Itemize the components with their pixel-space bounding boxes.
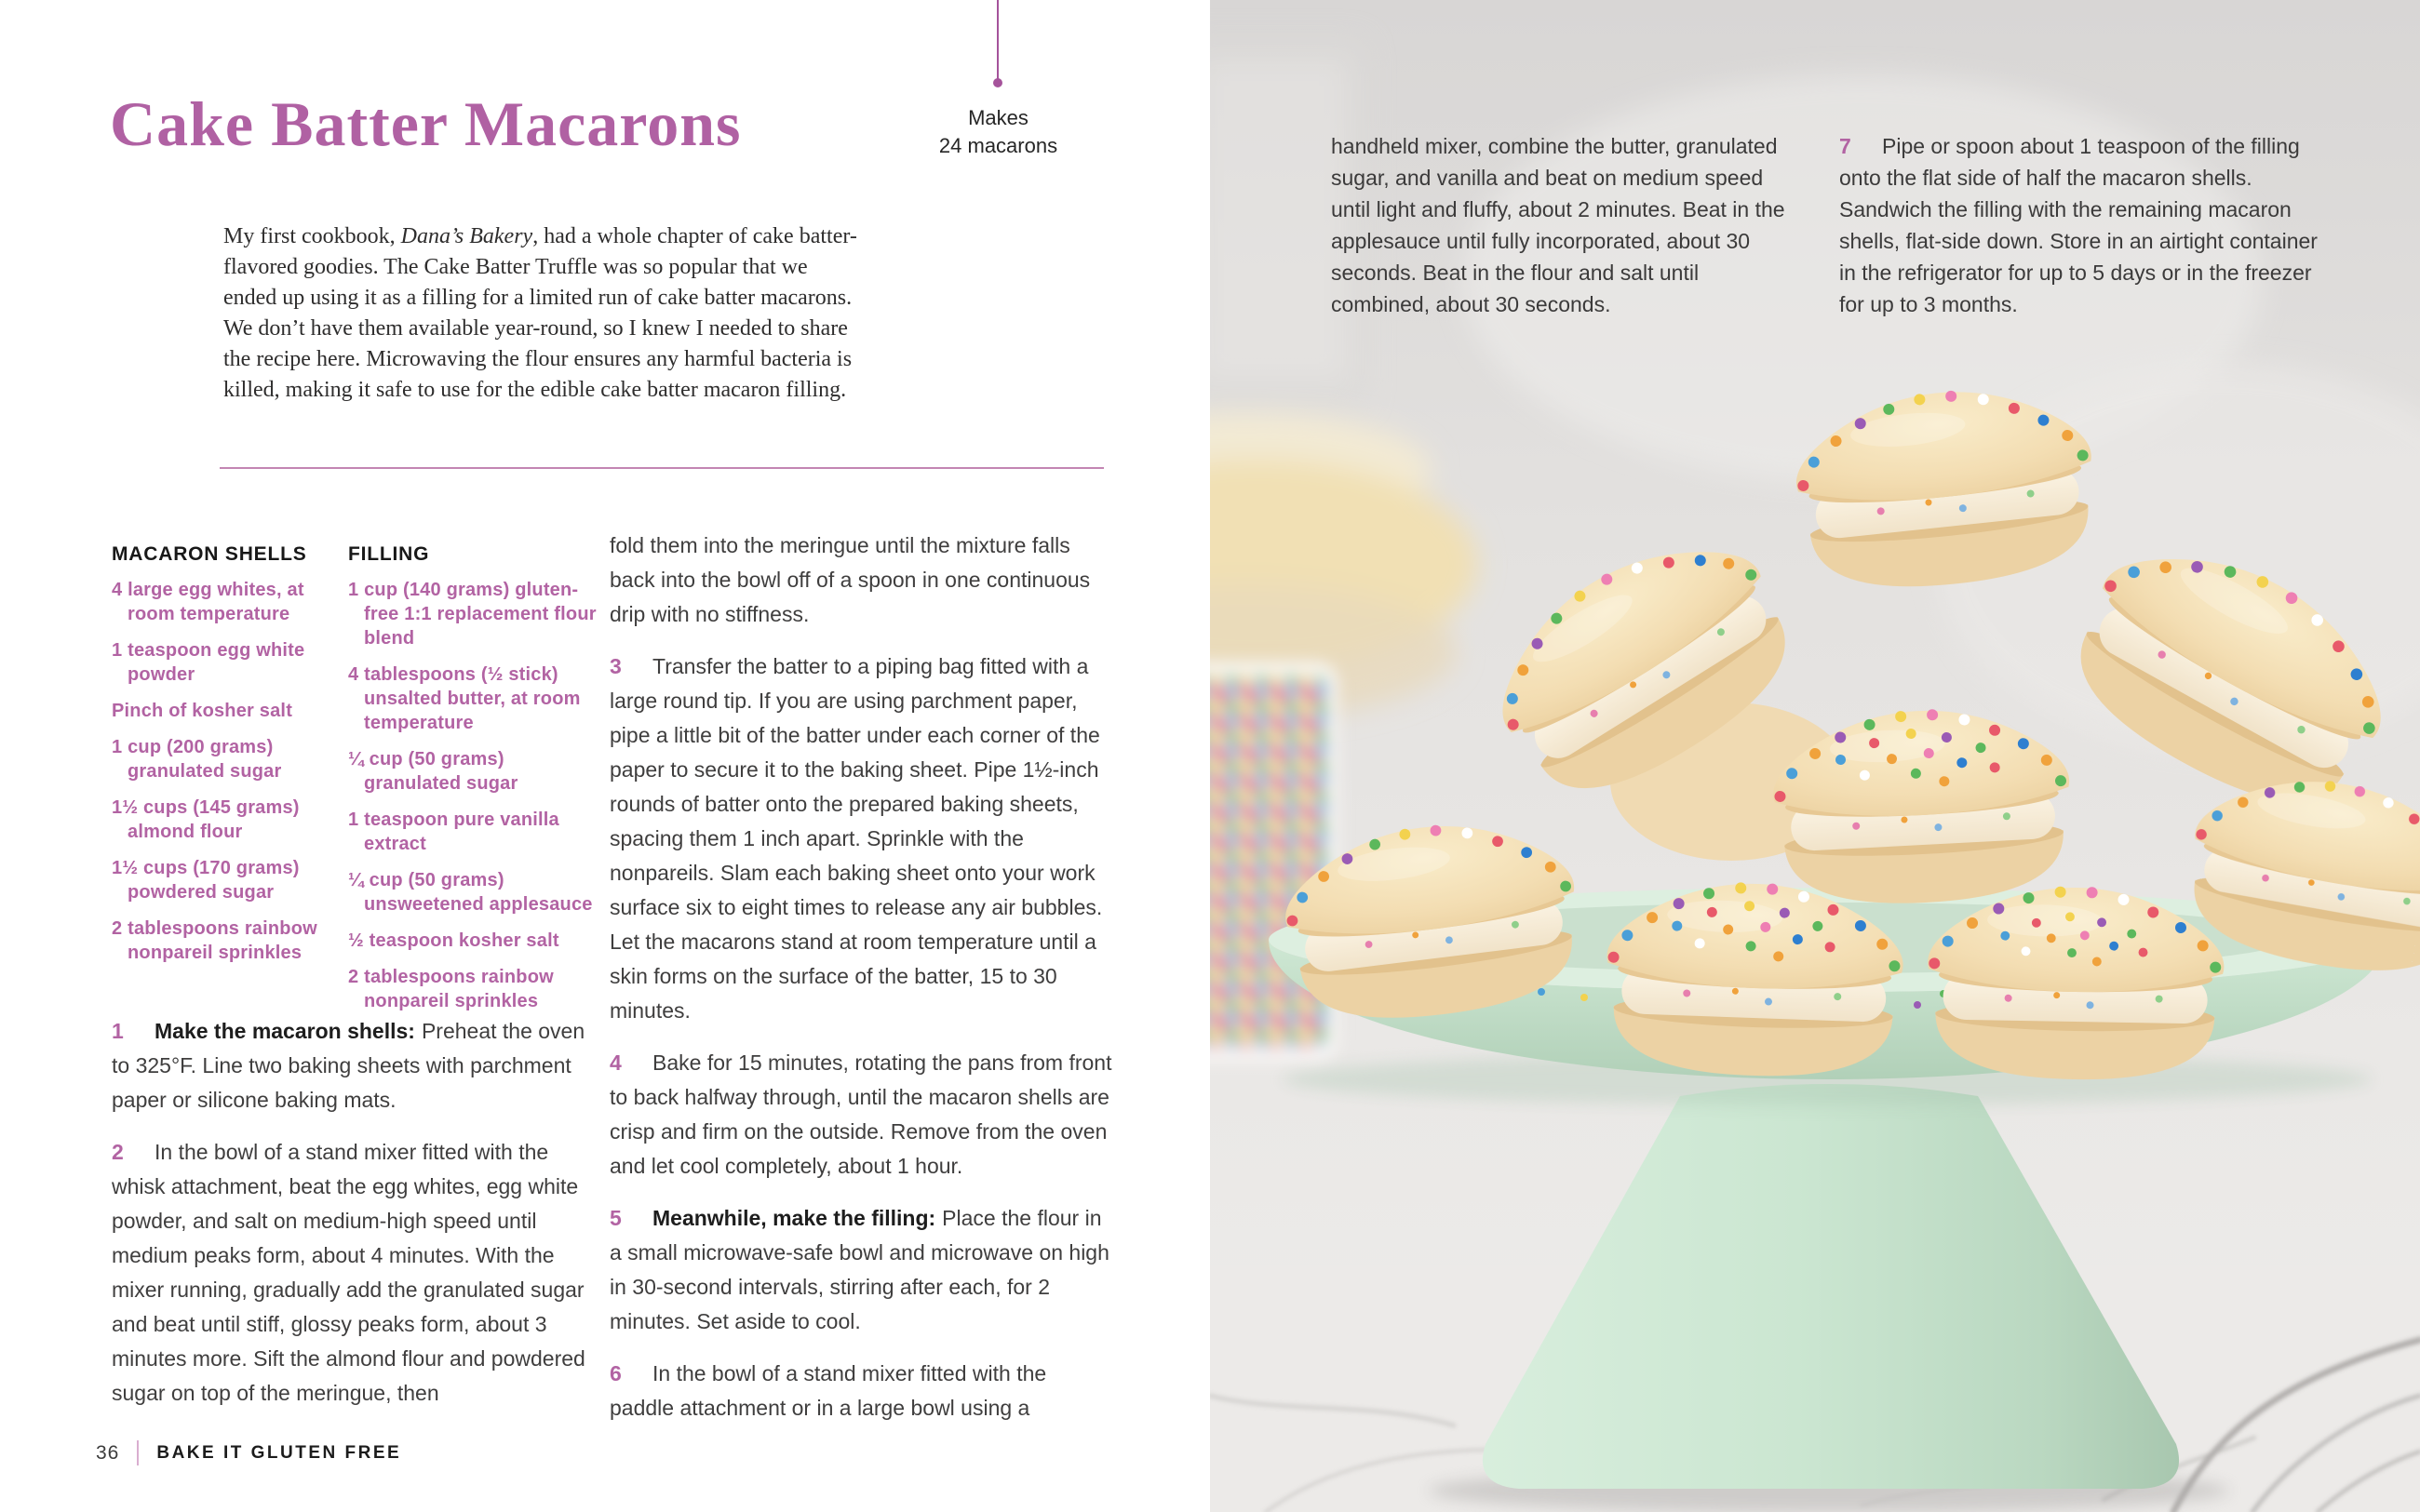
ingredient-item: 1½ cups (145 grams) almond flour [112,797,300,842]
intro-text-1: My first cookbook, [223,224,401,248]
step-number: 7 [1839,134,1851,158]
ingredient-item: 2 tablespoons rainbow nonpareil sprinkles [348,967,554,1011]
ingredient-item: 2 tablespoons rainbow nonpareil sprinkles [112,918,317,963]
ingredient-item: 1 teaspoon pure vanilla extract [348,810,559,854]
footer-divider [137,1440,139,1465]
ingredient-item: ¼ cup (50 grams) unsweetened applesauce [348,870,593,915]
ingredient-item: 4 large egg whites, at room temperature [112,580,304,624]
step-4 [610,1046,1112,1184]
page-number: 36 [96,1441,120,1464]
ingredient-item: 1½ cups (170 grams) powdered sugar [112,858,300,903]
ingredient-item: ¼ cup (50 grams) granulated sugar [348,749,518,794]
ingredients-filling [348,542,605,1025]
ingredients-filling-list [348,578,605,1013]
step-body: Bake for 15 minutes, rotating the pans from front to back halfway through, until the macaron shells are crisp and firm on the outside. Remove from the oven and let cool completely, about 1 hour. [610,1050,1112,1178]
ingredient-item: ½ teaspoon kosher salt [348,930,559,951]
steps-column-photo-right [1839,130,2319,320]
step-6-continued: handheld mixer, combine the butter, granulated sugar, and vanilla and beat on medium speed until light and fluffy, about 2 minutes. Beat in the applesauce until fully incorporated, about 30 seconds. Beat in the flour and salt until combined, about 30 seconds. [1331,134,1785,316]
ingredient-item: Pinch of kosher salt [112,701,293,721]
steps-column-photo-left [1331,130,1796,320]
step-number: 5 [610,1206,622,1230]
step-2 [112,1135,588,1411]
book-title: BAKE IT GLUTEN FREE [156,1442,402,1463]
step-number: 6 [610,1361,622,1385]
ingredient-item: 1 cup (200 grams) granulated sugar [112,737,282,782]
steps-column-middle [610,529,1112,1443]
step-number: 4 [610,1050,622,1075]
ingredients-filling-heading: FILLING [348,543,430,565]
step-2-continued: fold them into the meringue until the mixture falls back into the bowl off of a spoon in one continuous drip with no stiffness. [610,533,1091,626]
yield-makes: Makes [968,106,1028,129]
step-6 [610,1357,1112,1425]
step-5 [610,1201,1112,1339]
step-label: Make the macaron shells: [155,1019,415,1043]
yield-marker-dot [993,78,1002,87]
intro-text-2: , had a whole chapter of cake batter-flavored goodies. The Cake Batter Truffle was so popular that we ended up using it as a filling for a limited run of cake batter macarons. We don’t have them available year-round, so I knew I needed to share the recipe here. Microwaving the flour ensures any harmful bacteria is killed, making it safe to use for the edible cake batter macaron filling. [223,224,857,402]
step-label: Meanwhile, make the filling: [652,1206,936,1230]
recipe-title: Cake Batter Macarons [110,88,742,159]
ingredients-shells [112,542,343,977]
page-footer [96,1440,401,1465]
step-number: 1 [112,1019,124,1043]
step-body: In the bowl of a stand mixer fitted with the paddle attachment or in a large bowl using a [610,1361,1047,1420]
step-3 [610,649,1112,1028]
ingredients-shells-heading: MACARON SHELLS [112,543,307,565]
ingredient-item: 1 teaspoon egg white powder [112,640,305,685]
intro-paragraph [223,221,866,406]
step-body: Preheat the oven to 325°F. Line two baking sheets with parchment paper or silicone baking mats. [112,1019,585,1112]
step-body: In the bowl of a stand mixer fitted with the whisk attachment, beat the egg whites, egg white powder, and salt on medium-high speed until medium peaks form, about 4 minutes. With the mixer running, gradually add the granulated sugar and beat until stiff, glossy peaks form, about 3 minutes more. Sift the almond flour and powdered sugar on top of the meringue, then [112,1140,585,1405]
step-body: Pipe or spoon about 1 teaspoon of the filling onto the flat side of half the macaron shells. Sandwich the filling with the remaining macaron shells, flat-side down. Store in an airtight container in the refrigerator for up to 5 days or in the freezer for up to 3 months. [1839,134,2318,316]
ingredient-item: 1 cup (140 grams) gluten-free 1:1 replacement flour blend [348,580,597,649]
yield-quantity: 24 macarons [938,134,1058,157]
step-7 [1839,130,2319,320]
step-body: Transfer the batter to a piping bag fitted with a large round tip. If you are using parchment paper, pipe a little bit of the batter under each corner of the paper to secure it to the baking sheet. Pipe 1½-inch rounds of batter onto the prepared baking sheets, spacing them 1 inch apart. Sprinkle with the nonpareils. Slam each baking sheet onto your work surface six to eight times to release any air bubbles. Let the macarons stand at room temperature until a skin forms on the surface of the batter, 15 to 30 minutes. [610,654,1103,1023]
section-divider-rule [220,467,1104,469]
steps-column-left [112,1014,588,1428]
ingredient-item: 4 tablespoons (½ stick) unsalted butter, at room temperature [348,664,581,733]
sprinkle-jar [1210,662,1338,1061]
photo-page [1210,0,2420,1512]
intro-book-name: Dana’s Bakery [400,224,533,248]
step-number: 2 [112,1140,124,1164]
yield-marker-line [997,0,999,82]
step-1 [112,1014,588,1117]
ingredients-shells-list [112,578,343,965]
step-number: 3 [610,654,622,678]
step-body: Place the flour in a small microwave-safe bowl and microwave on high in 30-second intervals, stirring after each, for 2 minutes. Set aside to cool. [610,1206,1109,1333]
